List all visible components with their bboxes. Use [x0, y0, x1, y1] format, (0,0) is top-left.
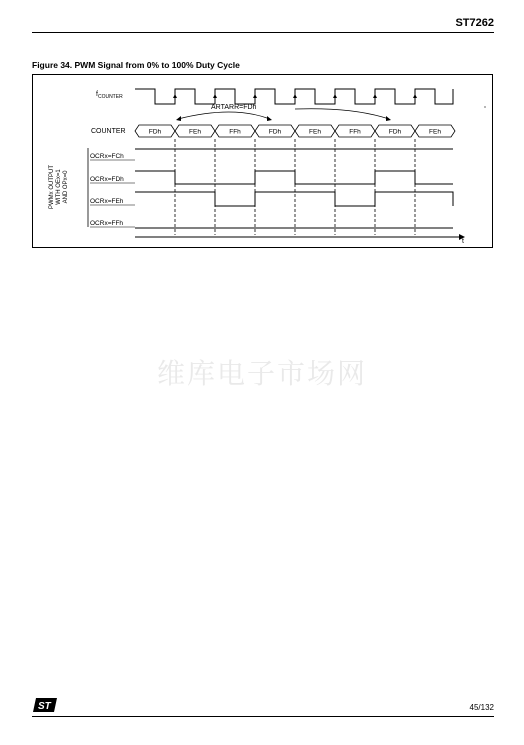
- svg-text:ST: ST: [38, 701, 51, 712]
- counter-value: FDh: [268, 128, 282, 136]
- ocr-label-feh: OCRx=FEh: [90, 198, 124, 205]
- counter-value: FEh: [429, 128, 441, 136]
- artarr-label: ARTARR=FDh: [211, 104, 257, 111]
- clock-label-f: f: [96, 91, 98, 98]
- st-logo: [33, 698, 57, 717]
- counter-value: FEh: [309, 128, 321, 136]
- pwm-wave-fdh: [135, 171, 453, 184]
- st-logo-icon: [33, 698, 57, 712]
- footer-divider: [32, 716, 494, 717]
- reload-arrowhead-3: [386, 116, 391, 121]
- pwm-side-label-2: WITH OEx=1: [56, 169, 62, 205]
- ocr-label-fch: OCRx=FCh: [90, 153, 124, 160]
- ocr-label-fdh: OCRx=FDh: [90, 176, 124, 183]
- edge-markers: [175, 139, 415, 235]
- counter-value: FFh: [229, 128, 241, 136]
- pwm-side-label: [49, 165, 69, 209]
- counter-value: FEh: [189, 128, 201, 136]
- pwm-wave-feh: [135, 192, 453, 206]
- counter-cells: [135, 125, 455, 137]
- counter-value: FDh: [388, 128, 402, 136]
- pwm-timing-diagram: [32, 74, 493, 248]
- reload-arrowhead-2: [267, 116, 272, 121]
- ocr-label-ffh: OCRx=FFh: [90, 220, 124, 227]
- figure-caption: Figure 34. PWM Signal from 0% to 100% Duty Cycle: [32, 60, 240, 70]
- reload-arrowhead-1: [176, 116, 181, 121]
- reload-arrow-2: [295, 109, 389, 119]
- stray-mark: [484, 106, 485, 107]
- document-title: ST7262: [455, 17, 494, 29]
- header-divider: [32, 32, 494, 33]
- timing-diagram-svg: [33, 75, 494, 249]
- page-number: 45/132: [469, 703, 494, 712]
- pwm-side-label-1: PWMx OUTPUT: [49, 165, 55, 209]
- clock-edge-arrows: [173, 94, 417, 98]
- counter-value: FDh: [148, 128, 162, 136]
- time-axis-label: t: [462, 238, 464, 245]
- watermark: 维库电子市场网: [156, 357, 367, 390]
- clock-label: [96, 91, 123, 100]
- pwm-side-label-3: AND OPx=0: [63, 170, 69, 204]
- counter-label: COUNTER: [91, 128, 126, 135]
- reload-arrow-1: [178, 112, 270, 119]
- counter-value: FFh: [349, 128, 361, 136]
- clock-label-sub: COUNTER: [97, 94, 123, 100]
